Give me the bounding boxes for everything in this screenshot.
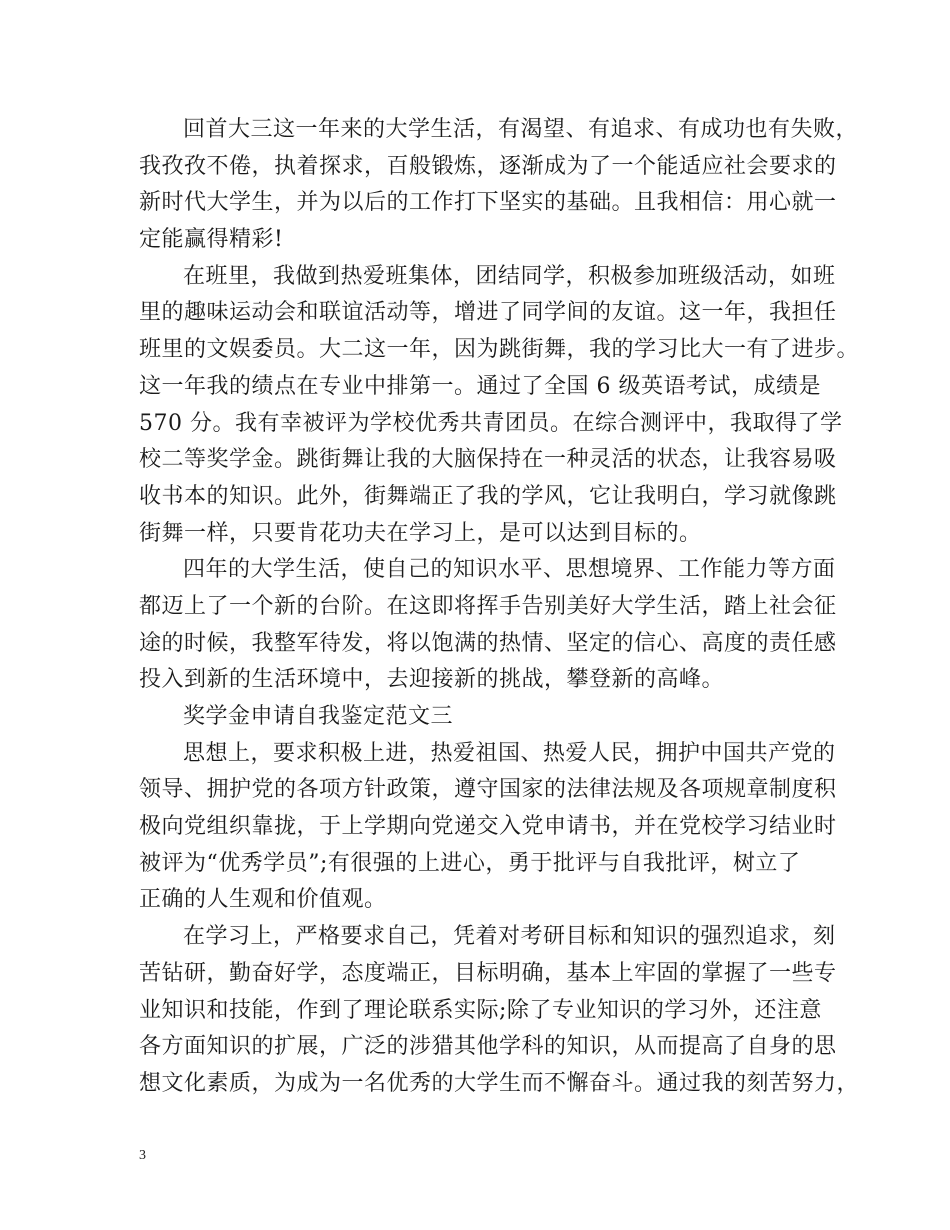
text-line: 奖学金申请自我鉴定范文三 — [183, 704, 454, 729]
text-line: 思想上，要求积极上进，热爱祖国、热爱人民，拥护中国共产党的 — [183, 740, 836, 766]
text-line: 苦钻研，勤奋好学，态度端正，目标明确，基本上牢固的掌握了一些专 — [139, 960, 837, 986]
text-line: 领导、拥护党的各项方针政策，遵守国家的法律法规及各项规章制度积 — [139, 777, 837, 803]
text-line: 回首大三这一年来的大学生活，有渴望、有追求、有成功也有失败， — [183, 117, 859, 142]
text-line: 想文化素质，为成为一名优秀的大学生而不懈奋斗。通过我的刻苦努力， — [139, 1070, 860, 1096]
text-line: 570 分。我有幸被评为学校优秀共青团员。在综合测评中，我取得了学 — [139, 410, 843, 436]
text-line: 收书本的知识。此外，街舞端正了我的学风，它让我明白，学习就像跳 — [139, 483, 837, 509]
text-line: 班里的文娱委员。大二这一年，因为跳街舞，我的学习比大一有了进步。 — [139, 337, 860, 363]
text-line: 投入到新的生活环境中，去迎接新的挑战，攀登新的高峰。 — [139, 667, 725, 693]
text-line: 校二等奖学金。跳街舞让我的大脑保持在一种灵活的状态，让我容易吸 — [139, 447, 837, 473]
text-line: 街舞一样，只要肯花功夫在学习上，是可以达到目标的。 — [139, 520, 702, 546]
text-line: 定能赢得精彩! — [139, 227, 284, 253]
text-line: 各方面知识的扩展，广泛的涉猎其他学科的知识，从而提高了自身的思 — [139, 1034, 837, 1060]
text-line: 业知识和技能，作到了理论联系实际;除了专业知识的学习外，还注意 — [139, 997, 822, 1023]
page-number: 3 — [139, 1148, 146, 1163]
document-body — [139, 112, 860, 1103]
text-line: 都迈上了一个新的台阶。在这即将挥手告别美好大学生活，踏上社会征 — [139, 593, 837, 619]
text-line: 在班里，我做到热爱班集体，团结同学，积极参加班级活动，如班 — [183, 263, 836, 289]
text-line: 这一年我的绩点在专业中排第一。通过了全国 6 级英语考试，成绩是 — [139, 373, 821, 399]
text-line: 被评为“优秀学员”;有很强的上进心，勇于批评与自我批评，树立了 — [139, 850, 801, 876]
text-line: 在学习上，严格要求自己，凭着对考研目标和知识的强烈追求，刻 — [183, 924, 836, 950]
text-line: 极向党组织靠拢，于上学期向党递交入党申请书，并在党校学习结业时 — [139, 814, 837, 840]
text-line: 新时代大学生，并为以后的工作打下坚实的基础。且我相信：用心就一 — [139, 190, 837, 216]
text-line: 里的趣味运动会和联谊活动等，增进了同学间的友谊。这一年，我担任 — [139, 300, 837, 326]
text-line: 途的时候，我整军待发，将以饱满的热情、坚定的信心、高度的责任感 — [139, 630, 837, 656]
text-line: 正确的人生观和价值观。 — [139, 887, 387, 913]
text-line: 四年的大学生活，使自己的知识水平、思想境界、工作能力等方面 — [183, 557, 836, 583]
text-line: 我孜孜不倦，执着探求，百般锻炼，逐渐成为了一个能适应社会要求的 — [139, 153, 837, 179]
